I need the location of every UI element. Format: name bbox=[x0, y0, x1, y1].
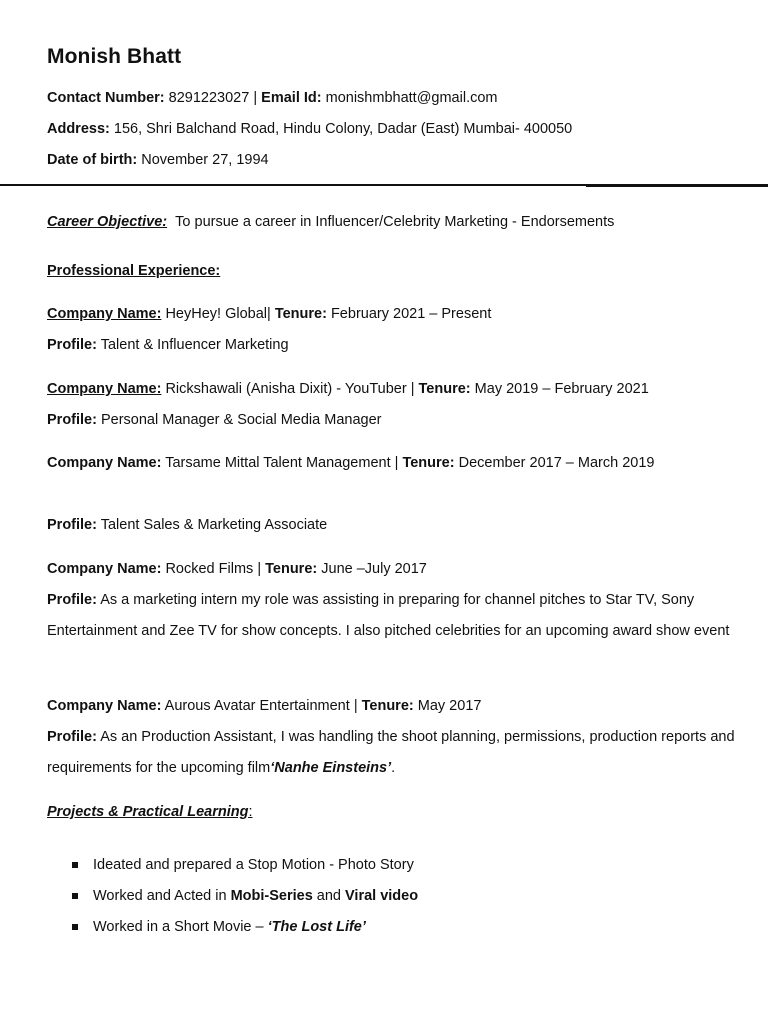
header-divider-accent bbox=[586, 184, 768, 187]
tenure-label: Tenure: bbox=[265, 561, 318, 577]
address-label: Address: bbox=[47, 121, 110, 137]
square-bullet-icon bbox=[72, 893, 78, 899]
job-4-company-line bbox=[47, 560, 427, 578]
company-name: HeyHey! Global bbox=[165, 306, 267, 322]
square-bullet-icon bbox=[72, 924, 78, 930]
profile-text: As an Production Assistant, I was handling the shoot planning, permissions, production reports and requirements for the upcoming film bbox=[47, 729, 735, 776]
job-3-profile-line bbox=[47, 516, 327, 534]
address-line bbox=[47, 120, 572, 138]
job-5-profile-line bbox=[47, 722, 737, 784]
profile-label: Profile: bbox=[47, 412, 97, 428]
movie-title: ‘The Lost Life’ bbox=[267, 919, 366, 935]
company-name: Rickshawali (Anisha Dixit) - YouTuber bbox=[165, 381, 407, 397]
dob-label: Date of birth: bbox=[47, 152, 138, 168]
projects-heading bbox=[47, 803, 253, 821]
profile-label: Profile: bbox=[47, 592, 97, 608]
projects-heading-colon: : bbox=[248, 804, 253, 820]
dob-line bbox=[47, 151, 269, 169]
tenure-value: May 2017 bbox=[417, 698, 482, 714]
profile-text: As a marketing intern my role was assisting in preparing for channel pitches to Star TV, Sony Entertainment and Zee TV for show concepts. I also pitched celebrities for an upcoming award show event bbox=[47, 592, 730, 639]
tenure-label: Tenure: bbox=[274, 306, 327, 322]
company-name: Tarsame Mittal Talent Management bbox=[165, 455, 391, 471]
contact-line bbox=[47, 89, 498, 107]
tenure-label: Tenure: bbox=[418, 381, 471, 397]
separator: | bbox=[267, 306, 271, 322]
email-label: Email Id: bbox=[261, 90, 322, 106]
job-1-profile-line bbox=[47, 336, 289, 354]
list-item bbox=[47, 850, 418, 881]
separator: | bbox=[410, 381, 415, 397]
profile-suffix: . bbox=[391, 760, 396, 776]
tenure-label: Tenure: bbox=[402, 455, 455, 471]
list-item bbox=[47, 912, 418, 943]
project-text: Ideated and prepared a Stop Motion - Photo Story bbox=[93, 857, 414, 873]
company-name: Rocked Films bbox=[165, 561, 254, 577]
tenure-label: Tenure: bbox=[361, 698, 414, 714]
email-address: monishmbhatt@gmail.com bbox=[325, 90, 498, 106]
objective-label: Career Objective: bbox=[47, 214, 168, 230]
film-title: ‘Nanhe Einsteins’ bbox=[270, 760, 392, 776]
contact-label: Contact Number: bbox=[47, 90, 165, 106]
tenure-value: May 2019 – February 2021 bbox=[474, 381, 649, 397]
profile-text: Talent & Influencer Marketing bbox=[100, 337, 289, 353]
project-text: Worked in a Short Movie – bbox=[93, 919, 268, 935]
career-objective bbox=[47, 213, 614, 231]
dob-value: November 27, 1994 bbox=[141, 152, 269, 168]
tenure-value: February 2021 – Present bbox=[330, 306, 492, 322]
job-1-company-line bbox=[47, 305, 491, 323]
experience-heading: Professional Experience: bbox=[47, 263, 221, 279]
job-3-company-line bbox=[47, 448, 737, 479]
candidate-name: Monish Bhatt bbox=[47, 45, 182, 68]
separator: | bbox=[394, 455, 399, 471]
company-label: Company Name: bbox=[47, 698, 162, 714]
profile-label: Profile: bbox=[47, 729, 97, 745]
company-label: Company Name: bbox=[47, 381, 162, 397]
job-4-profile-line bbox=[47, 585, 737, 647]
company-label: Company Name: bbox=[47, 455, 162, 471]
contact-number: 8291223027 bbox=[168, 90, 250, 106]
list-item bbox=[47, 881, 418, 912]
projects-list bbox=[47, 850, 418, 943]
tenure-value: December 2017 – March 2019 bbox=[458, 455, 655, 471]
square-bullet-icon bbox=[72, 862, 78, 868]
project-text: and bbox=[312, 888, 346, 904]
objective-text: To pursue a career in Influencer/Celebrity Marketing - Endorsements bbox=[175, 214, 615, 230]
tenure-value: June –July 2017 bbox=[321, 561, 427, 577]
company-label: Company Name: bbox=[47, 561, 162, 577]
project-highlight: Viral video bbox=[345, 888, 419, 904]
projects-heading-text: Projects & Practical Learning bbox=[47, 804, 249, 820]
profile-text: Talent Sales & Marketing Associate bbox=[100, 517, 328, 533]
separator: | bbox=[257, 561, 262, 577]
company-label: Company Name: bbox=[47, 306, 162, 322]
separator: | bbox=[353, 698, 358, 714]
profile-label: Profile: bbox=[47, 337, 97, 353]
job-5-company-line bbox=[47, 697, 481, 715]
job-2-profile-line bbox=[47, 411, 381, 429]
separator: | bbox=[253, 90, 258, 106]
project-text: Worked and Acted in bbox=[93, 888, 231, 904]
project-highlight: Mobi-Series bbox=[230, 888, 313, 904]
profile-label: Profile: bbox=[47, 517, 97, 533]
address-value: 156, Shri Balchand Road, Hindu Colony, Dadar (East) Mumbai- 400050 bbox=[113, 121, 573, 137]
company-name: Aurous Avatar Entertainment bbox=[164, 698, 350, 714]
job-2-company-line bbox=[47, 380, 649, 398]
profile-text: Personal Manager & Social Media Manager bbox=[100, 412, 382, 428]
